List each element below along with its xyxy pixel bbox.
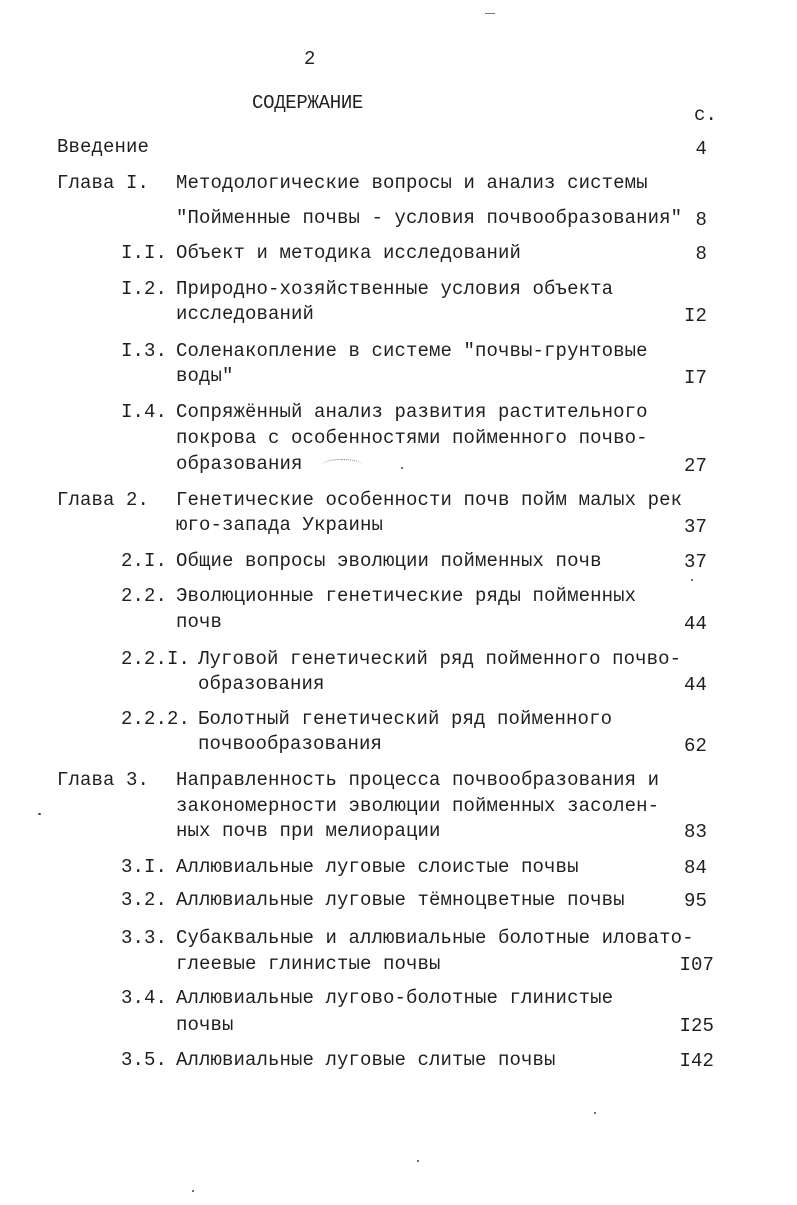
toc-entry-text: Генетические особенности почв пойм малых рек (176, 489, 683, 511)
toc-entry-page: I25 (679, 1015, 714, 1037)
toc-section-label: 3.2. (121, 889, 168, 911)
toc-entry-text: Общие вопросы эволюции пойменных почв (176, 550, 602, 572)
scan-mark (485, 13, 495, 14)
toc-entry-text: Эволюционные генетические ряды пойменных (176, 585, 637, 607)
toc-entry-text: Аллювиальные луговые тёмноцветные почвы (176, 889, 625, 911)
toc-entry-text: ных почв при мелиорации (176, 820, 441, 842)
toc-entry-text: исследований (176, 303, 315, 325)
scan-speck (322, 459, 362, 470)
toc-entry-text: закономерности эволюции пойменных засолен- (176, 795, 660, 817)
toc-entry-text: Субаквальные и аллювиальные болотные иловато- (176, 927, 694, 949)
toc-subsection-label: 2.2.I. (121, 648, 191, 670)
toc-entry-text: воды" (176, 365, 234, 387)
scan-speck (417, 1160, 419, 1162)
toc-entry-text: Соленакопление в системе "почвы-грунтовые (176, 340, 648, 362)
toc-entry-page: 27 (683, 455, 707, 477)
toc-entry-text: Объект и методика исследований (176, 242, 522, 264)
toc-section-label: I.2. (121, 278, 168, 300)
toc-entry-text: "Пойменные почвы - условия почвообразования" (176, 207, 683, 229)
toc-entry-text: Болотный генетический ряд пойменного (198, 708, 613, 730)
toc-entry-page: I07 (679, 954, 714, 976)
toc-entry-page: 44 (683, 674, 707, 696)
toc-entry-page: 62 (683, 735, 707, 757)
toc-entry-text: Направленность процесса почвообразования и (176, 769, 660, 791)
scan-speck (38, 813, 41, 815)
scan-speck (594, 1112, 596, 1114)
toc-entry-page: I2 (683, 305, 707, 327)
toc-subsection-label: 2.2.2. (121, 708, 191, 730)
toc-section-label: 3.I. (121, 856, 168, 878)
toc-section-label: I.3. (121, 340, 168, 362)
page-number: 2 (304, 48, 316, 70)
toc-entry-page: I7 (683, 367, 707, 389)
toc-entry-text: Аллювиальные лугово-болотные глинистые (176, 987, 614, 1009)
toc-section-label: 3.3. (121, 927, 168, 949)
toc-entry-text: Методологические вопросы и анализ системы (176, 172, 648, 194)
toc-entry-text: Сопряжённый анализ развития растительного (176, 401, 648, 423)
page-column-header: с. (694, 104, 718, 126)
toc-entry-text: почв (176, 611, 223, 633)
toc-entry-page: 84 (683, 857, 707, 879)
toc-chapter-label: Глава I. (57, 172, 150, 194)
toc-entry-page: 44 (683, 613, 707, 635)
toc-entry-text: образования (176, 453, 303, 475)
scan-speck (192, 1190, 194, 1192)
toc-entry-page: 83 (683, 821, 707, 843)
toc-entry-page: 4 (695, 138, 707, 160)
toc-chapter-label: Глава 3. (57, 769, 150, 791)
toc-section-label: 2.I. (121, 550, 168, 572)
toc-entry-text: покрова с особенностями пойменного почво- (176, 427, 648, 449)
scan-speck (691, 579, 693, 581)
toc-chapter-label: Глава 2. (57, 489, 150, 511)
toc-entry-text: Природно-хозяйственные условия объекта (176, 278, 614, 300)
toc-entry-text: Луговой генетический ряд пойменного почво- (198, 648, 682, 670)
toc-entry-page: 95 (683, 890, 707, 912)
toc-entry-text: почвы (176, 1014, 234, 1036)
toc-entry-text: Введение (57, 136, 150, 158)
page-title: СОДЕРЖАНИЕ (252, 92, 364, 114)
toc-entry-text: почвообразования (198, 733, 383, 755)
toc-entry-text: юго-запада Украины (176, 514, 384, 536)
toc-entry-text: Аллювиальные луговые слитые почвы (176, 1049, 556, 1071)
toc-entry-text: Аллювиальные луговые слоистые почвы (176, 856, 579, 878)
toc-section-label: I.I. (121, 242, 168, 264)
toc-section-label: I.4. (121, 401, 168, 423)
toc-entry-page: I42 (679, 1050, 714, 1072)
toc-section-label: 2.2. (121, 585, 168, 607)
toc-entry-page: 8 (695, 243, 707, 265)
scan-speck (401, 467, 403, 469)
toc-section-label: 3.5. (121, 1049, 168, 1071)
toc-entry-text: глеевые глинистые почвы (176, 953, 441, 975)
toc-entry-page: 37 (683, 551, 707, 573)
toc-section-label: 3.4. (121, 987, 168, 1009)
toc-entry-text: образования (198, 673, 325, 695)
toc-entry-page: 37 (683, 516, 707, 538)
toc-entry-page: 8 (695, 209, 707, 231)
